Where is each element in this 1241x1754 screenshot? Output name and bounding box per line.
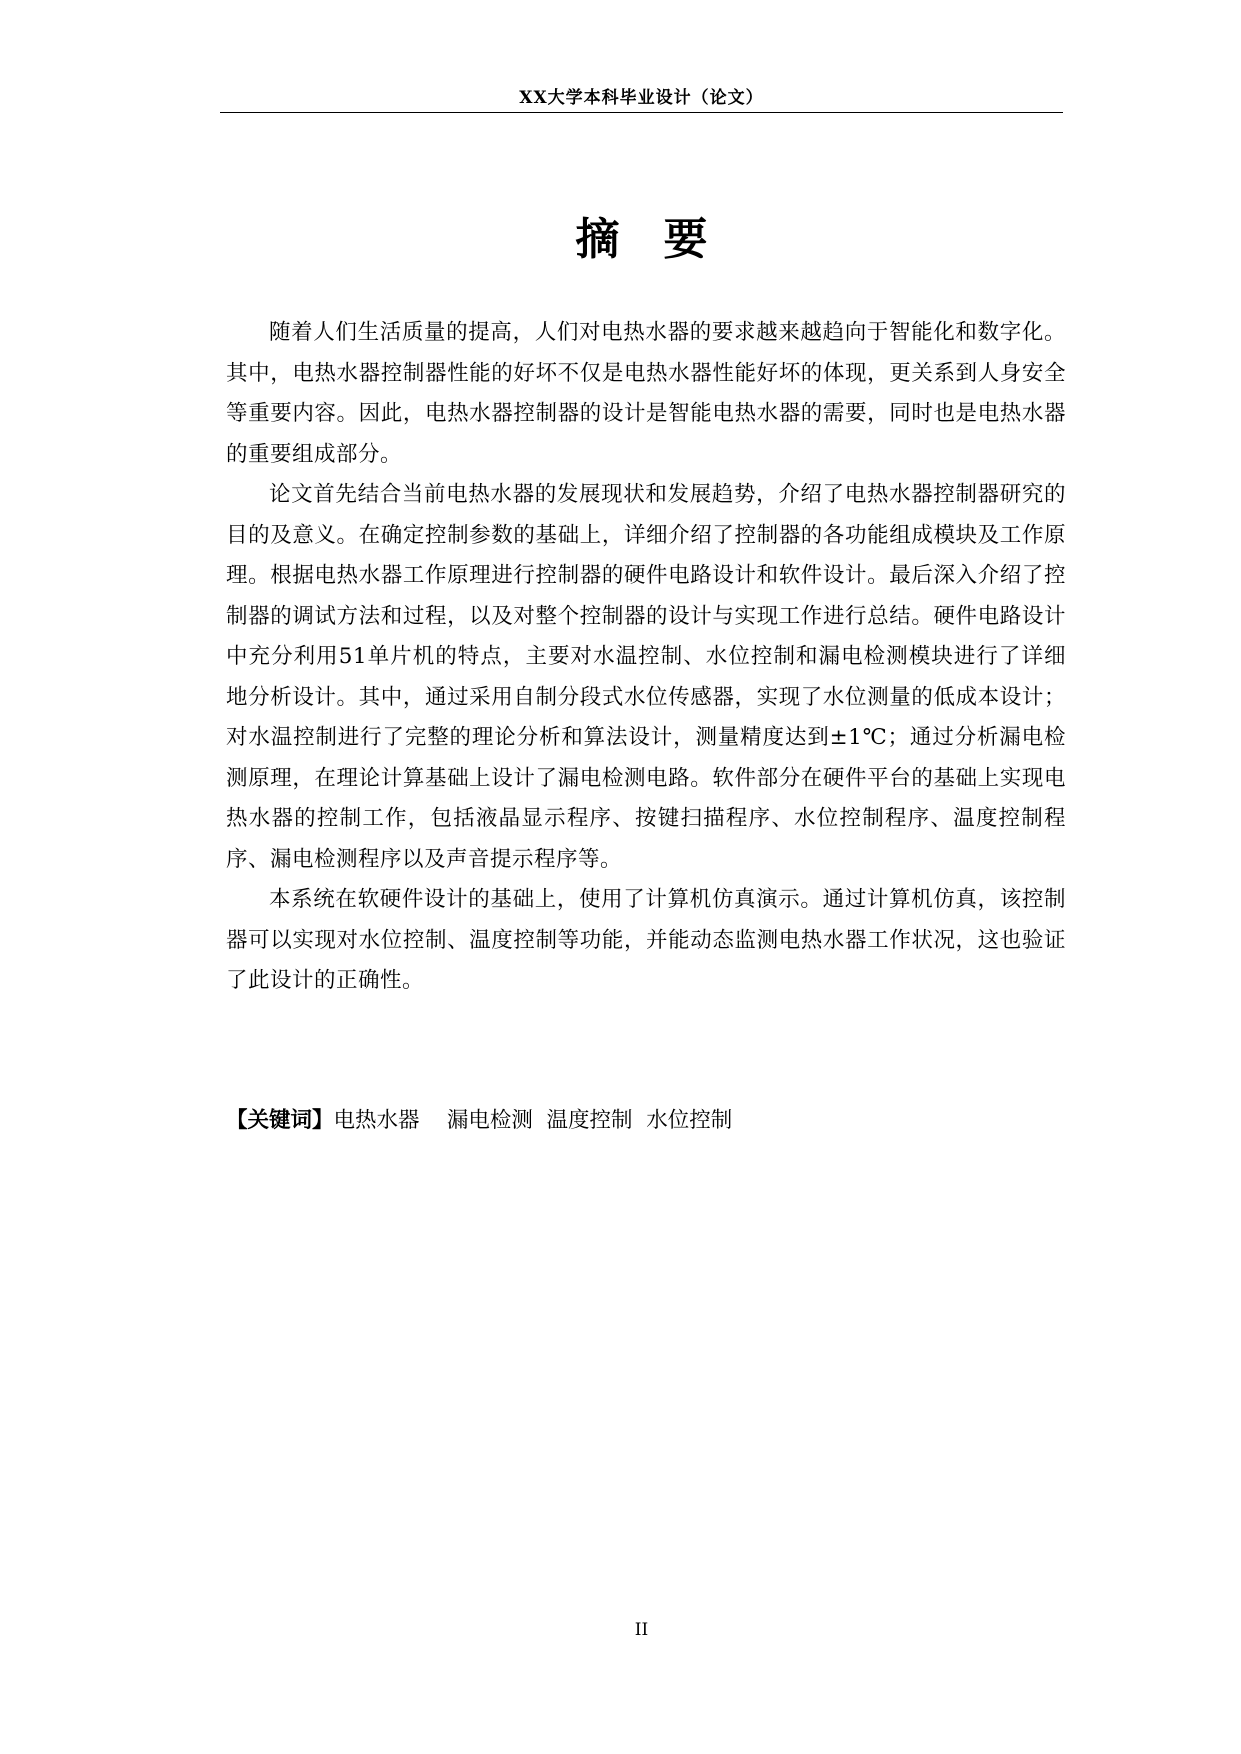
abstract-paragraph: 本系统在软硬件设计的基础上，使用了计算机仿真演示。通过计算机仿真，该控制器可以实现对水位控制、温度控制等功能，并能动态监测电热水器工作状况，这也验证了此设计的正确性。 (226, 887, 1066, 993)
page-title: 摘要 (575, 214, 752, 265)
abstract-body (226, 313, 1066, 1002)
page-number: II (634, 1620, 649, 1640)
header-rule (220, 112, 1063, 113)
running-header: XX大学本科毕业设计（论文） (519, 88, 764, 108)
abstract-paragraph: 随着人们生活质量的提高，人们对电热水器的要求越来越趋向于智能化和数字化。 其中，电热水器控制器性能的好坏不仅是电热水器性能好坏的体现，更关系到人身安全等重要内容。因此，电热水器控制器的设计是智能电热水器的需要，同时也是电热水器的重要组成部分。 (226, 320, 1066, 467)
keywords-terms: 电热水器 漏电检测 温度控制 水位控制 (333, 1108, 733, 1133)
keywords-label: 【关键词】 (226, 1108, 334, 1133)
keywords-line (226, 1101, 1066, 1141)
abstract-paragraph: 论文首先结合当前电热水器的发展现状和发展趋势，介绍了电热水器控制器研究的目的及意义。在确定控制参数的基础上，详细介绍了控制器的各功能组成模块及工作原理。根据电热水器工作原理进行控制器的硬件电路设计和软件设计。最后深入介绍了控制器的调试方法和过程，以及对整个控制器的设计与实现工作进行总结。硬件电路设计中充分利用51单片机的特点，主要对水温控制、水位控制和漏电检测模块进行了详细地分析设计。其中，通过采用自制分段式水位传感器，实现了水位测量的低成本设计；对水温控制进行了完整的理论分析和算法设计，测量精度达到±1℃；通过分析漏电检测原理，在理论计算基础上设计了漏电检测电路。软件部分在硬件平台的基础上实现电热水器的控制工作，包括液晶显示程序、按键扫描程序、水位控制程序、温度控制程序、漏电检测程序以及声音提示程序等。 (226, 482, 1066, 872)
